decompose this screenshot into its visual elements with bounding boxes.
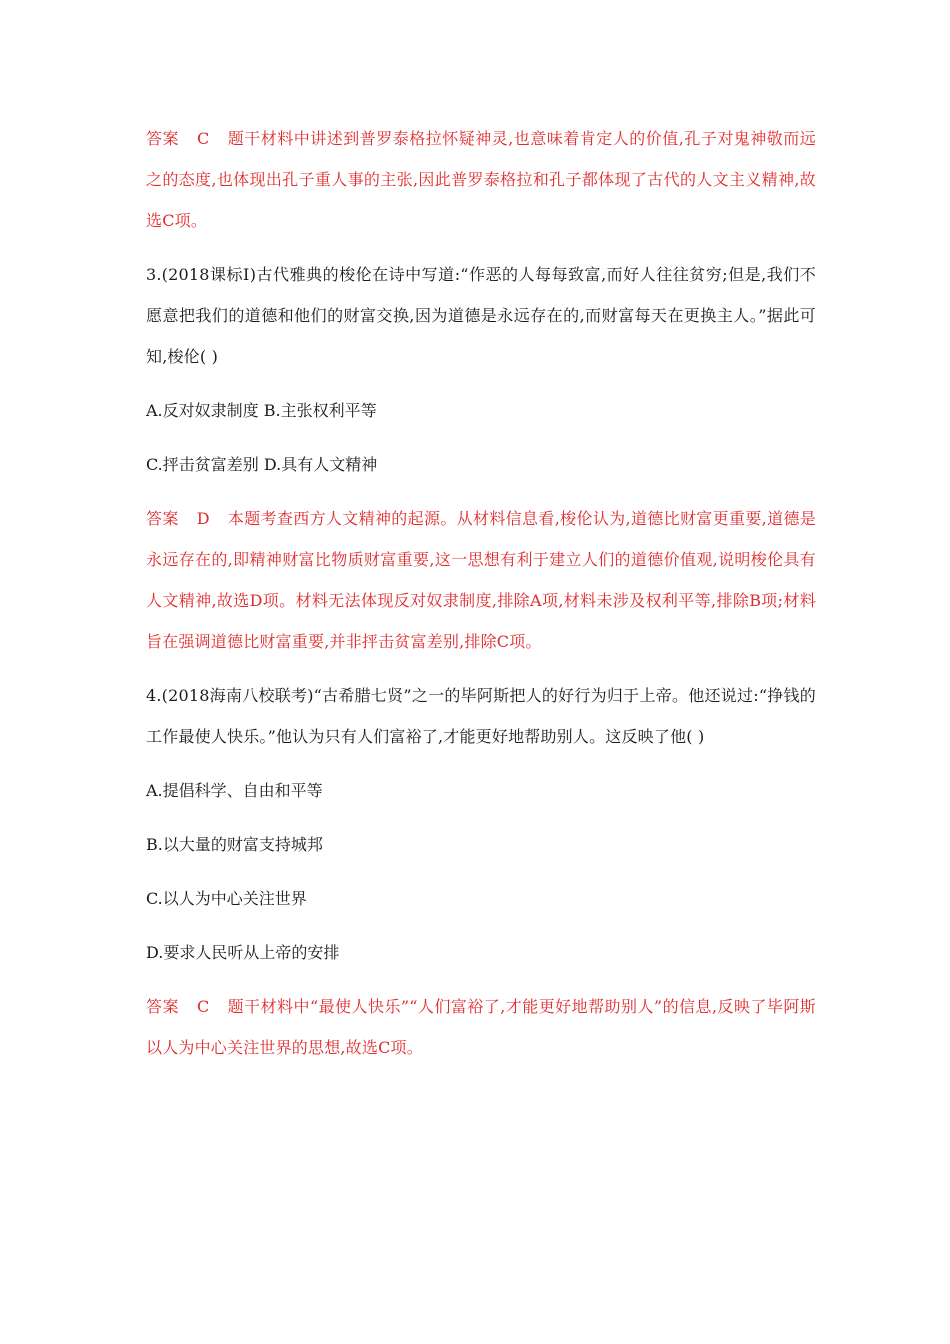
answer-explanation: 题干材料中讲述到普罗泰格拉怀疑神灵,也意味着肯定人的价值,孔子对鬼神敬而远之的态度,也体现出孔子重人事的主张,因此普罗泰格拉和孔子都体现了古代的人文主义精神,故选C项。 — [146, 129, 816, 230]
answer-letter: C — [197, 129, 210, 148]
answer-q3 — [146, 498, 816, 662]
answer-explanation: 题干材料中“最使人快乐”“人们富裕了,才能更好地帮助别人”的信息,反映了毕阿斯以人为中心关注世界的思想,故选C项。 — [146, 997, 816, 1057]
answer-label: 答案 — [146, 997, 179, 1016]
question-3-options-cd: C.抨击贫富差别 D.具有人文精神 — [146, 455, 378, 474]
question-4-stem: 4.(2018海南八校联考)“古希腊七贤”之一的毕阿斯把人的好行为归于上帝。他还说过:“挣钱的工作最使人快乐。”他认为只有人们富裕了,才能更好地帮助别人。这反映了他( ) — [146, 686, 816, 746]
question-4-option-b: B.以大量的财富支持城邦 — [146, 835, 323, 854]
question-3-options-ab: A.反对奴隶制度 B.主张权利平等 — [146, 401, 377, 420]
question-4-option-a: A.提倡科学、自由和平等 — [146, 781, 323, 800]
answer-explanation: 本题考查西方人文精神的起源。从材料信息看,梭伦认为,道德比财富更重要,道德是永远存在的,即精神财富比物质财富重要,这一思想有利于建立人们的道德价值观,说明梭伦具有人文精神,故选D项。材料无法体现反对奴隶制度,排除A项,材料未涉及权利平等,排除B项;材料旨在强调道德比财富重要,并非抨击贫富差别,排除C项。 — [146, 509, 816, 651]
question-4-option-d: D.要求人民听从上帝的安排 — [146, 943, 340, 962]
answer-q4 — [146, 986, 816, 1068]
question-3-stem: 3.(2018课标Ⅰ)古代雅典的梭伦在诗中写道:“作恶的人每每致富,而好人往往贫穷;但是,我们不愿意把我们的道德和他们的财富交换,因为道德是永远存在的,而财富每天在更换主人。”据此可知,梭伦( ) — [146, 265, 816, 366]
answer-label: 答案 — [146, 129, 179, 148]
question-4-option-c: C.以人为中心关注世界 — [146, 889, 307, 908]
answer-letter: C — [196, 997, 210, 1016]
answer-q2 — [146, 118, 816, 241]
document-page — [146, 118, 816, 1068]
answer-label: 答案 — [146, 509, 179, 528]
answer-letter: D — [196, 509, 210, 528]
